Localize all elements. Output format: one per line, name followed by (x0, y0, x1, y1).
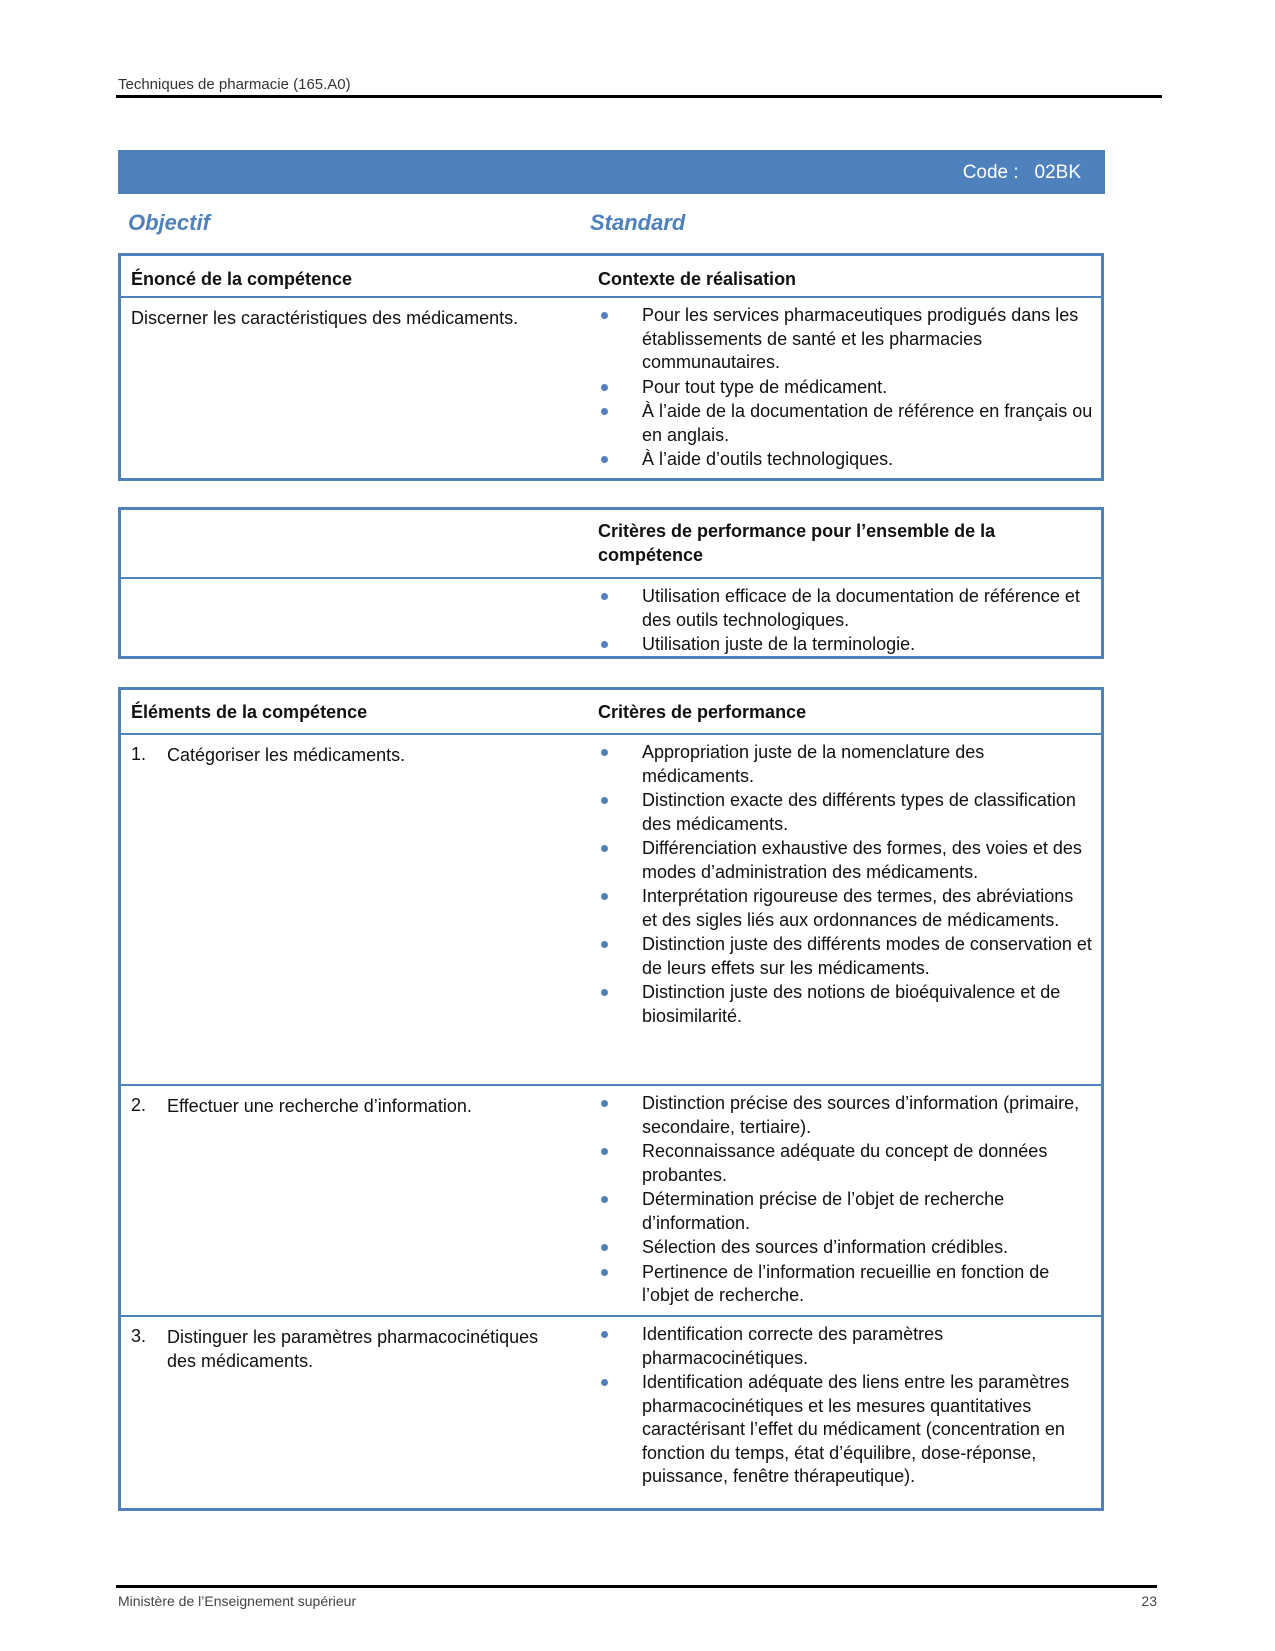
element-row (121, 1315, 1101, 1507)
element-text: Catégoriser les médicaments. (167, 745, 406, 765)
criteria-item: Appropriation juste de la nomenclature des médicaments. (598, 741, 1093, 788)
overall-criteria-body-row (121, 577, 1101, 658)
element-row (121, 1084, 1101, 1315)
overall-criteria-header: Critères de performance pour l’ensemble de la compétence (598, 521, 996, 565)
standard-heading: Standard (590, 210, 686, 235)
overall-criteria-table (118, 507, 1104, 659)
objective-heading: Objectif (128, 210, 210, 235)
elements-table (118, 687, 1104, 1511)
competence-header-row (121, 256, 1101, 296)
competence-body-row (121, 296, 1101, 480)
criteria-item: Sélection des sources d’information crédibles. (598, 1236, 1093, 1260)
criteria-item: Détermination précise de l’objet de recherche d’information. (598, 1188, 1093, 1235)
overall-criteria-list (598, 585, 1093, 657)
footer-ministry: Ministère de l’Enseignement supérieur (118, 1593, 357, 1609)
element-number: 3. (131, 1326, 147, 1346)
criteria-list (598, 741, 1093, 1028)
contexte-item: Pour les services pharmaceutiques prodigués dans les établissements de santé et les pharmacies communautaires. (598, 304, 1093, 375)
overall-criteria-item: Utilisation juste de la terminologie. (598, 633, 1093, 657)
criteria-item: Pertinence de l’information recueillie en fonction de l’objet de recherche. (598, 1261, 1093, 1308)
contexte-header: Contexte de réalisation (598, 269, 797, 289)
contexte-item: Pour tout type de médicament. (598, 376, 1093, 400)
criteria-list (598, 1092, 1093, 1308)
criteria-item: Différenciation exhaustive des formes, des voies et des modes d’administration des médicaments. (598, 837, 1093, 884)
enonce-text: Discerner les caractéristiques des médicaments. (131, 308, 519, 328)
criteria-item: Identification correcte des paramètres pharmacocinétiques. (598, 1323, 1093, 1370)
criteria-list (598, 1323, 1093, 1489)
criteria-item: Distinction juste des notions de bioéquivalence et de biosimilarité. (598, 981, 1093, 1028)
contexte-list (598, 304, 1093, 472)
overall-criteria-item: Utilisation efficace de la documentation de référence et des outils technologiques. (598, 585, 1093, 632)
element-text: Distinguer les paramètres pharmacocinétiques des médicaments. (167, 1327, 539, 1371)
elements-header-row (121, 690, 1101, 733)
footer-divider (116, 1585, 1157, 1588)
header-divider (116, 95, 1162, 98)
overall-criteria-header-row (121, 510, 1101, 577)
criteria-item: Interprétation rigoureuse des termes, des abréviations et des sigles liés aux ordonnances de médicaments. (598, 885, 1093, 932)
criteria-item: Distinction exacte des différents types de classification des médicaments. (598, 789, 1093, 836)
criteria-item: Reconnaissance adéquate du concept de données probantes. (598, 1140, 1093, 1187)
enonce-header: Énoncé de la compétence (131, 269, 353, 289)
document-header-title: Techniques de pharmacie (165.A0) (118, 76, 351, 93)
criteria-header: Critères de performance (598, 702, 807, 722)
element-number: 1. (131, 744, 147, 764)
criteria-item: Distinction juste des différents modes de conservation et de leurs effets sur les médicaments. (598, 933, 1093, 980)
code-bar (118, 150, 1105, 194)
contexte-item: À l’aide de la documentation de référence en français ou en anglais. (598, 400, 1093, 447)
element-number: 2. (131, 1095, 147, 1115)
criteria-item: Distinction précise des sources d’information (primaire, secondaire, tertiaire). (598, 1092, 1093, 1139)
contexte-item: À l’aide d’outils technologiques. (598, 448, 1093, 472)
elements-header: Éléments de la compétence (131, 702, 368, 722)
page-number: 23 (1141, 1593, 1157, 1609)
competence-table (118, 253, 1104, 481)
criteria-item: Identification adéquate des liens entre les paramètres pharmacocinétiques et les mesures quantitatives caractérisant l’effet du médicament (concentration en fonction du temps, état d’équilibre, dose-réponse, puissance, fenêtre thérapeutique). (598, 1371, 1093, 1489)
element-text: Effectuer une recherche d’information. (167, 1096, 472, 1116)
competence-code: Code : 02BK (962, 162, 1081, 183)
element-row (121, 733, 1101, 1084)
